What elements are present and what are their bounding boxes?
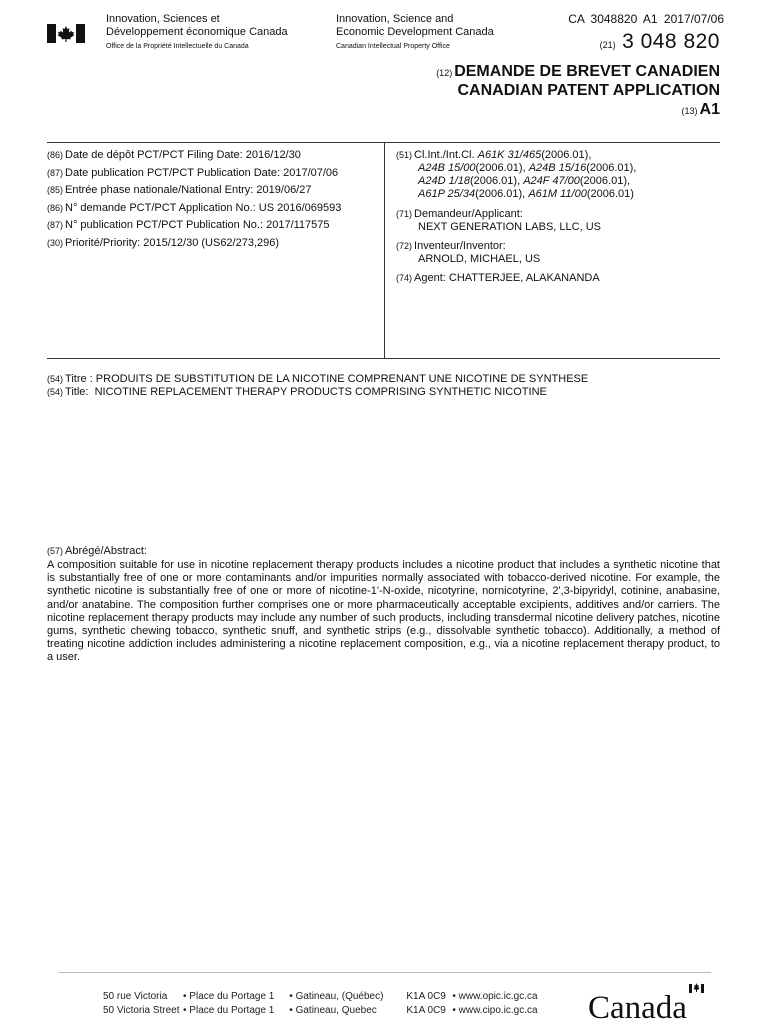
classification-code: A24F 47/00 (523, 175, 580, 187)
biblio-row (47, 149, 382, 167)
field-label: Date de dépôt PCT/PCT Filing Date: (65, 149, 243, 161)
department-name-french (106, 13, 326, 51)
doctype-english: CANADIAN PATENT APPLICATION (457, 82, 720, 99)
field-code: (51) (396, 150, 413, 160)
abstract-heading (47, 545, 147, 558)
field-label: Priorité/Priority: (65, 236, 141, 249)
field-label: Title: (65, 386, 89, 398)
address-building: Place du Portage 1 (189, 991, 275, 1002)
classification-version: (2006.01), (541, 149, 592, 161)
field-code: (87) (47, 220, 64, 230)
document-type (380, 63, 720, 100)
field-label: Abrégé/Abstract: (65, 545, 147, 557)
title-french-value: PRODUITS DE SUBSTITUTION DE LA NICOTINE COMPRENANT UNE NICOTINE DE SYNTHESE (95, 373, 589, 385)
field-label: Entrée phase nationale/National Entry: (65, 184, 254, 196)
field-label: Demandeur/Applicant: (414, 208, 523, 220)
separator: • (289, 991, 293, 1002)
field-label: N° demande PCT/PCT Application No.: (65, 201, 256, 214)
classification-version: (2006.01), (475, 162, 526, 174)
classification-version: (2006.01), (579, 175, 631, 187)
kind-code (600, 101, 720, 119)
canada-flag-icon (47, 24, 85, 43)
biblio-left-column (47, 149, 382, 254)
biblio-row (47, 184, 382, 202)
field-code: (86) (47, 202, 64, 213)
canada-wordmark-text: Canada (588, 990, 687, 1024)
abstract-text: A composition suitable for use in nicotine replacement therapy products includes a nicotine product that includes a synthetic nicotine that is substantially free of one or more contaminants and/or impurities normally associated with tobacco-derived nicotine. For example, the synthetic nicotine is substantially free of one or more of nicotine-1'-N-oxide, nicotyrine, nornicotyrine, 2',3-bipyridyl, cotinine, anabasine, and/or anatabine. The composition further comprises one or more pharmaceutically acceptable excipients, additives and/or carriers. The nicotine replacement therapy products may include any number of such products, including transdermal nicotine delivery patches, nicotine gums, synthetic chewing tobacco, synthetic snuff, and synthetic strips (e.g., dissolvable synthetic tobacco). Additionally, a method of treating nicotine addiction includes administering a nicotine replacement composition, e.g., via a nicotine replacement therapy product, to a user. (47, 559, 720, 664)
applicant-block (396, 208, 720, 234)
biblio-right-column (396, 149, 720, 285)
publication-reference: CA 3048820 A1 2017/07/06 (568, 12, 724, 26)
field-value: 2016/12/30 (245, 149, 301, 161)
field-code: (71) (396, 209, 413, 219)
app-number-value: 3 048 820 (622, 30, 720, 53)
classification-code: A24B 15/16 (528, 162, 587, 174)
field-code: (54) (47, 374, 64, 384)
address-english (103, 1004, 563, 1018)
classification-version: (2006.01) (586, 188, 634, 200)
field-code: (54) (47, 387, 64, 397)
address-city: Gatineau, (Québec) (295, 991, 384, 1002)
address-website[interactable]: www.opic.ic.gc.ca (458, 991, 538, 1002)
field-code: (30) (47, 237, 64, 248)
dept-en-line2: Economic Development Canada (336, 26, 494, 38)
title-english (47, 386, 720, 399)
office-name-english: Canadian Intellectual Property Office (336, 43, 450, 50)
agent-block (396, 272, 720, 285)
classification-code: A61M 11/00 (528, 188, 587, 200)
biblio-column-divider (384, 142, 385, 359)
address-street: 50 Victoria Street (103, 1005, 180, 1016)
separator: • (289, 1005, 293, 1016)
biblio-row (47, 167, 382, 185)
canada-wordmark-icon (586, 978, 716, 1024)
inventor-block (396, 240, 720, 266)
field-code: (87) (47, 167, 64, 178)
applicant-value: NEXT GENERATION LABS, LLC, US (418, 221, 601, 233)
field-code: (85) (47, 185, 64, 195)
kind-code-value: A1 (699, 101, 720, 118)
field-value: 2019/06/27 (256, 184, 312, 196)
doctype-code: (12) (436, 68, 453, 78)
title-english-value: NICOTINE REPLACEMENT THERAPY PRODUCTS COMPRISING SYNTHETIC NICOTINE (94, 386, 547, 398)
field-code: (86) (47, 150, 64, 160)
field-code: (57) (47, 546, 64, 556)
biblio-row (47, 237, 382, 255)
address-french (103, 990, 563, 1004)
footer-rule (58, 972, 711, 973)
patent-titles (47, 373, 720, 399)
address-website[interactable]: www.cipo.ic.gc.ca (458, 1005, 538, 1016)
field-value: 2017/07/06 (283, 166, 339, 179)
classification-version: (2006.01), (469, 175, 521, 187)
classification-code: A61P 25/34 (418, 188, 476, 200)
biblio-row (47, 219, 382, 237)
classification-code: A24B 15/00 (418, 162, 476, 174)
office-name-french: Office de la Propriété Intellectuelle du Canada (106, 43, 249, 50)
field-value: 2015/12/30 (US62/273,296) (143, 236, 280, 249)
field-label: N° publication PCT/PCT Publication No.: (65, 219, 264, 231)
inventor-value: ARNOLD, MICHAEL, US (418, 253, 541, 265)
separator: • (452, 991, 456, 1002)
app-number-code: (21) (599, 40, 616, 50)
dept-en-line1: Innovation, Science and (336, 13, 454, 25)
field-code: (74) (396, 273, 413, 283)
title-french (47, 373, 720, 386)
field-label: Inventeur/Inventor: (414, 240, 506, 252)
classification-version: (2006.01), (586, 162, 637, 174)
field-label: Titre : (65, 373, 93, 385)
biblio-row (47, 202, 382, 220)
agent-value: CHATTERJEE, ALAKANANDA (448, 272, 600, 284)
address-postal: K1A 0C9 (406, 1005, 446, 1016)
classification-block (396, 149, 720, 201)
application-number (556, 30, 720, 54)
doctype-french: DEMANDE DE BREVET CANADIEN (454, 63, 720, 80)
address-city: Gatineau, Quebec (295, 1005, 377, 1016)
field-label: Agent: (414, 272, 446, 284)
kind-code-number: (13) (681, 106, 698, 116)
dept-fr-line2: Développement économique Canada (106, 26, 288, 38)
dept-fr-line1: Innovation, Sciences et (106, 13, 220, 25)
separator: • (183, 1005, 187, 1016)
separator: • (452, 1005, 456, 1016)
classification-code: A24D 1/18 (418, 175, 470, 187)
separator: • (183, 991, 187, 1002)
field-label: Cl.Int./Int.Cl. (414, 149, 475, 161)
address-building: Place du Portage 1 (189, 1005, 275, 1016)
classification-code: A61K 31/465 (477, 149, 542, 161)
classification-version: (2006.01), (475, 188, 526, 200)
department-name-english (336, 13, 556, 51)
address-postal: K1A 0C9 (406, 991, 446, 1002)
field-code: (72) (396, 241, 413, 251)
footer-address (103, 990, 563, 1018)
field-label: Date publication PCT/PCT Publication Date: (65, 166, 281, 179)
field-value: US 2016/069593 (258, 201, 342, 214)
address-street: 50 rue Victoria (103, 991, 168, 1002)
field-value: 2017/117575 (266, 219, 330, 231)
